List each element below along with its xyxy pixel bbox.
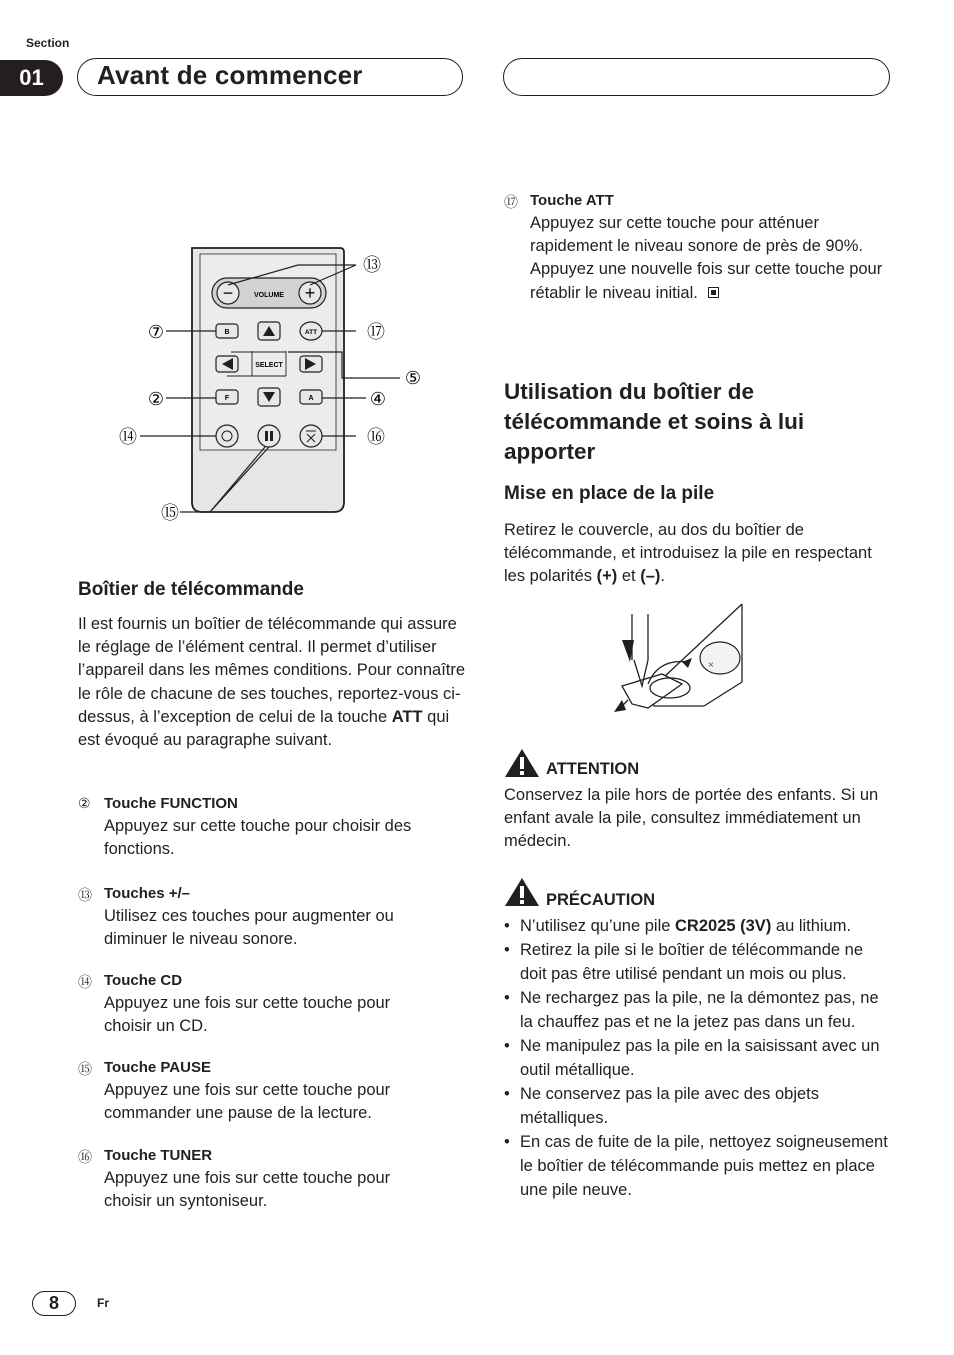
volume-label: VOLUME (254, 292, 284, 299)
list-item: • Ne conservez pas la pile avec des objets métalliques. (504, 1082, 889, 1130)
caution-icon (504, 877, 540, 907)
callout-2: ② (147, 389, 165, 409)
battery-text-main: Retirez le couvercle, au dos du boîtier de télécommande, et introduisez la pile en respectant les polarités (504, 521, 872, 586)
b-label: B (224, 329, 230, 336)
item-number: ⑮ (78, 1061, 92, 1077)
list-item: • En cas de fuite de la pile, nettoyez soigneusement le boîtier de télécommande puis mettez en place une pile neuve. (504, 1130, 889, 1202)
select-label: SELECT (255, 362, 283, 369)
remote-heading: Boîtier de télécommande (78, 579, 304, 600)
warning-icon (504, 748, 540, 778)
item-number: ⑭ (78, 974, 92, 990)
cd-button (216, 425, 238, 447)
item-number: ⑬ (78, 887, 92, 903)
battery-text-and: et (617, 567, 641, 586)
bullet1-text-end: au lithium. (771, 917, 852, 935)
item-desc (530, 212, 892, 305)
item-desc: Appuyez une fois sur cette touche pour choisir un syntoniseur. (104, 1169, 391, 1211)
precaution-list (504, 914, 889, 1202)
battery-insertion-illustration (612, 600, 747, 722)
callout-13: ⑬ (363, 255, 381, 275)
out-arrow-icon (614, 700, 626, 712)
remote-intro (78, 613, 468, 752)
item-desc: Appuyez sur cette touche pour choisir des fonctions. (104, 817, 412, 859)
callout-14: ⑭ (119, 427, 137, 447)
att-desc-text: Appuyez sur cette touche pour atténuer rapidement le niveau sonore de près de 90%. Appuyez une nouvelle fois sur cette touche pour rétablir le niveau initial. (530, 214, 883, 302)
callout-7: ⑦ (147, 322, 165, 342)
remote-intro-text: Il est fournis un boîtier de télécommande qui assure le réglage de l’élément central. Il permet d’utiliser l’appareil dans les mêmes conditions. Pour connaître le rôle de chacune de ses touches, reportez-vous ci-dessus, à l’exception de celui de la touche (78, 615, 466, 726)
volume-plus-label: + (304, 283, 316, 303)
remote-control-illustration (100, 240, 440, 530)
battery-text-end: . (660, 567, 665, 586)
item-desc: Appuyez une fois sur cette touche pour choisir un CD. (104, 994, 391, 1036)
callout-15: ⑮ (161, 503, 179, 523)
polarity-plus: (+) (596, 567, 618, 586)
list-item: • Ne rechargez pas la pile, ne la démontez pas, ne la chauffez pas et ne la jetez pas dans un feu. (504, 986, 889, 1034)
bullet1-text: N’utilisez qu’une pile (520, 917, 676, 935)
list-item (504, 914, 889, 938)
item-label: Touche ATT (530, 192, 614, 209)
page-title: Avant de commencer (97, 60, 363, 90)
item-label: Touche FUNCTION (104, 795, 238, 812)
item-desc: Appuyez une fois sur cette touche pour commander une pause de la lecture. (104, 1081, 391, 1123)
attention-title: ATTENTION (546, 760, 640, 778)
remote-intro-text-end: qui est évoqué au paragraphe suivant. (78, 707, 450, 750)
f-label: F (224, 395, 230, 402)
list-item: • Retirez la pile si le boîtier de télécommande ne doit pas être utilisé pendant un mois ou plus. (504, 938, 889, 986)
battery-coin (700, 642, 740, 674)
callout-5: ⑤ (404, 368, 422, 388)
page-number: 8 (32, 1291, 76, 1316)
item-label: Touche TUNER (104, 1147, 213, 1164)
polarity-minus: (–) (640, 567, 661, 586)
item-label: Touche CD (104, 972, 183, 989)
item-label: Touches +/– (104, 885, 191, 902)
section-number: 01 (0, 60, 63, 96)
item-number: ⑰ (504, 194, 518, 210)
att-label: ATT (304, 329, 318, 336)
precaution-title: PRÉCAUTION (546, 891, 656, 909)
pause-button (258, 425, 280, 447)
language-code: Fr (97, 1296, 109, 1310)
svg-text:×: × (708, 660, 714, 671)
battery-model: CR2025 (3V) (675, 917, 772, 935)
battery-subheading: Mise en place de la pile (504, 483, 715, 504)
item-number: ⑯ (78, 1149, 92, 1165)
battery-text (504, 519, 889, 589)
volume-minus-label: − (222, 283, 234, 303)
item-number: ② (78, 795, 91, 811)
a-label: A (308, 395, 314, 402)
tuner-button (300, 425, 322, 447)
end-mark-icon (708, 287, 719, 298)
section-label: Section (26, 36, 70, 50)
item-desc: Utilisez ces touches pour augmenter ou diminuer le niveau sonore. (104, 907, 394, 949)
att-inline: ATT (391, 707, 423, 726)
item-label: Touche PAUSE (104, 1059, 211, 1076)
list-item: • Ne manipulez pas la pile en la saisissant avec un outil métallique. (504, 1034, 889, 1082)
empty-title-frame (503, 58, 890, 96)
usage-heading: Utilisation du boîtier de télécommande et soins à lui apporter (504, 379, 805, 464)
attention-text: Conservez la pile hors de portée des enfants. Si un enfant avale la pile, consultez immédiatement un médecin. (504, 786, 879, 851)
callout-16: ⑯ (367, 427, 385, 447)
callout-4: ④ (369, 389, 387, 409)
callout-17: ⑰ (367, 322, 385, 342)
